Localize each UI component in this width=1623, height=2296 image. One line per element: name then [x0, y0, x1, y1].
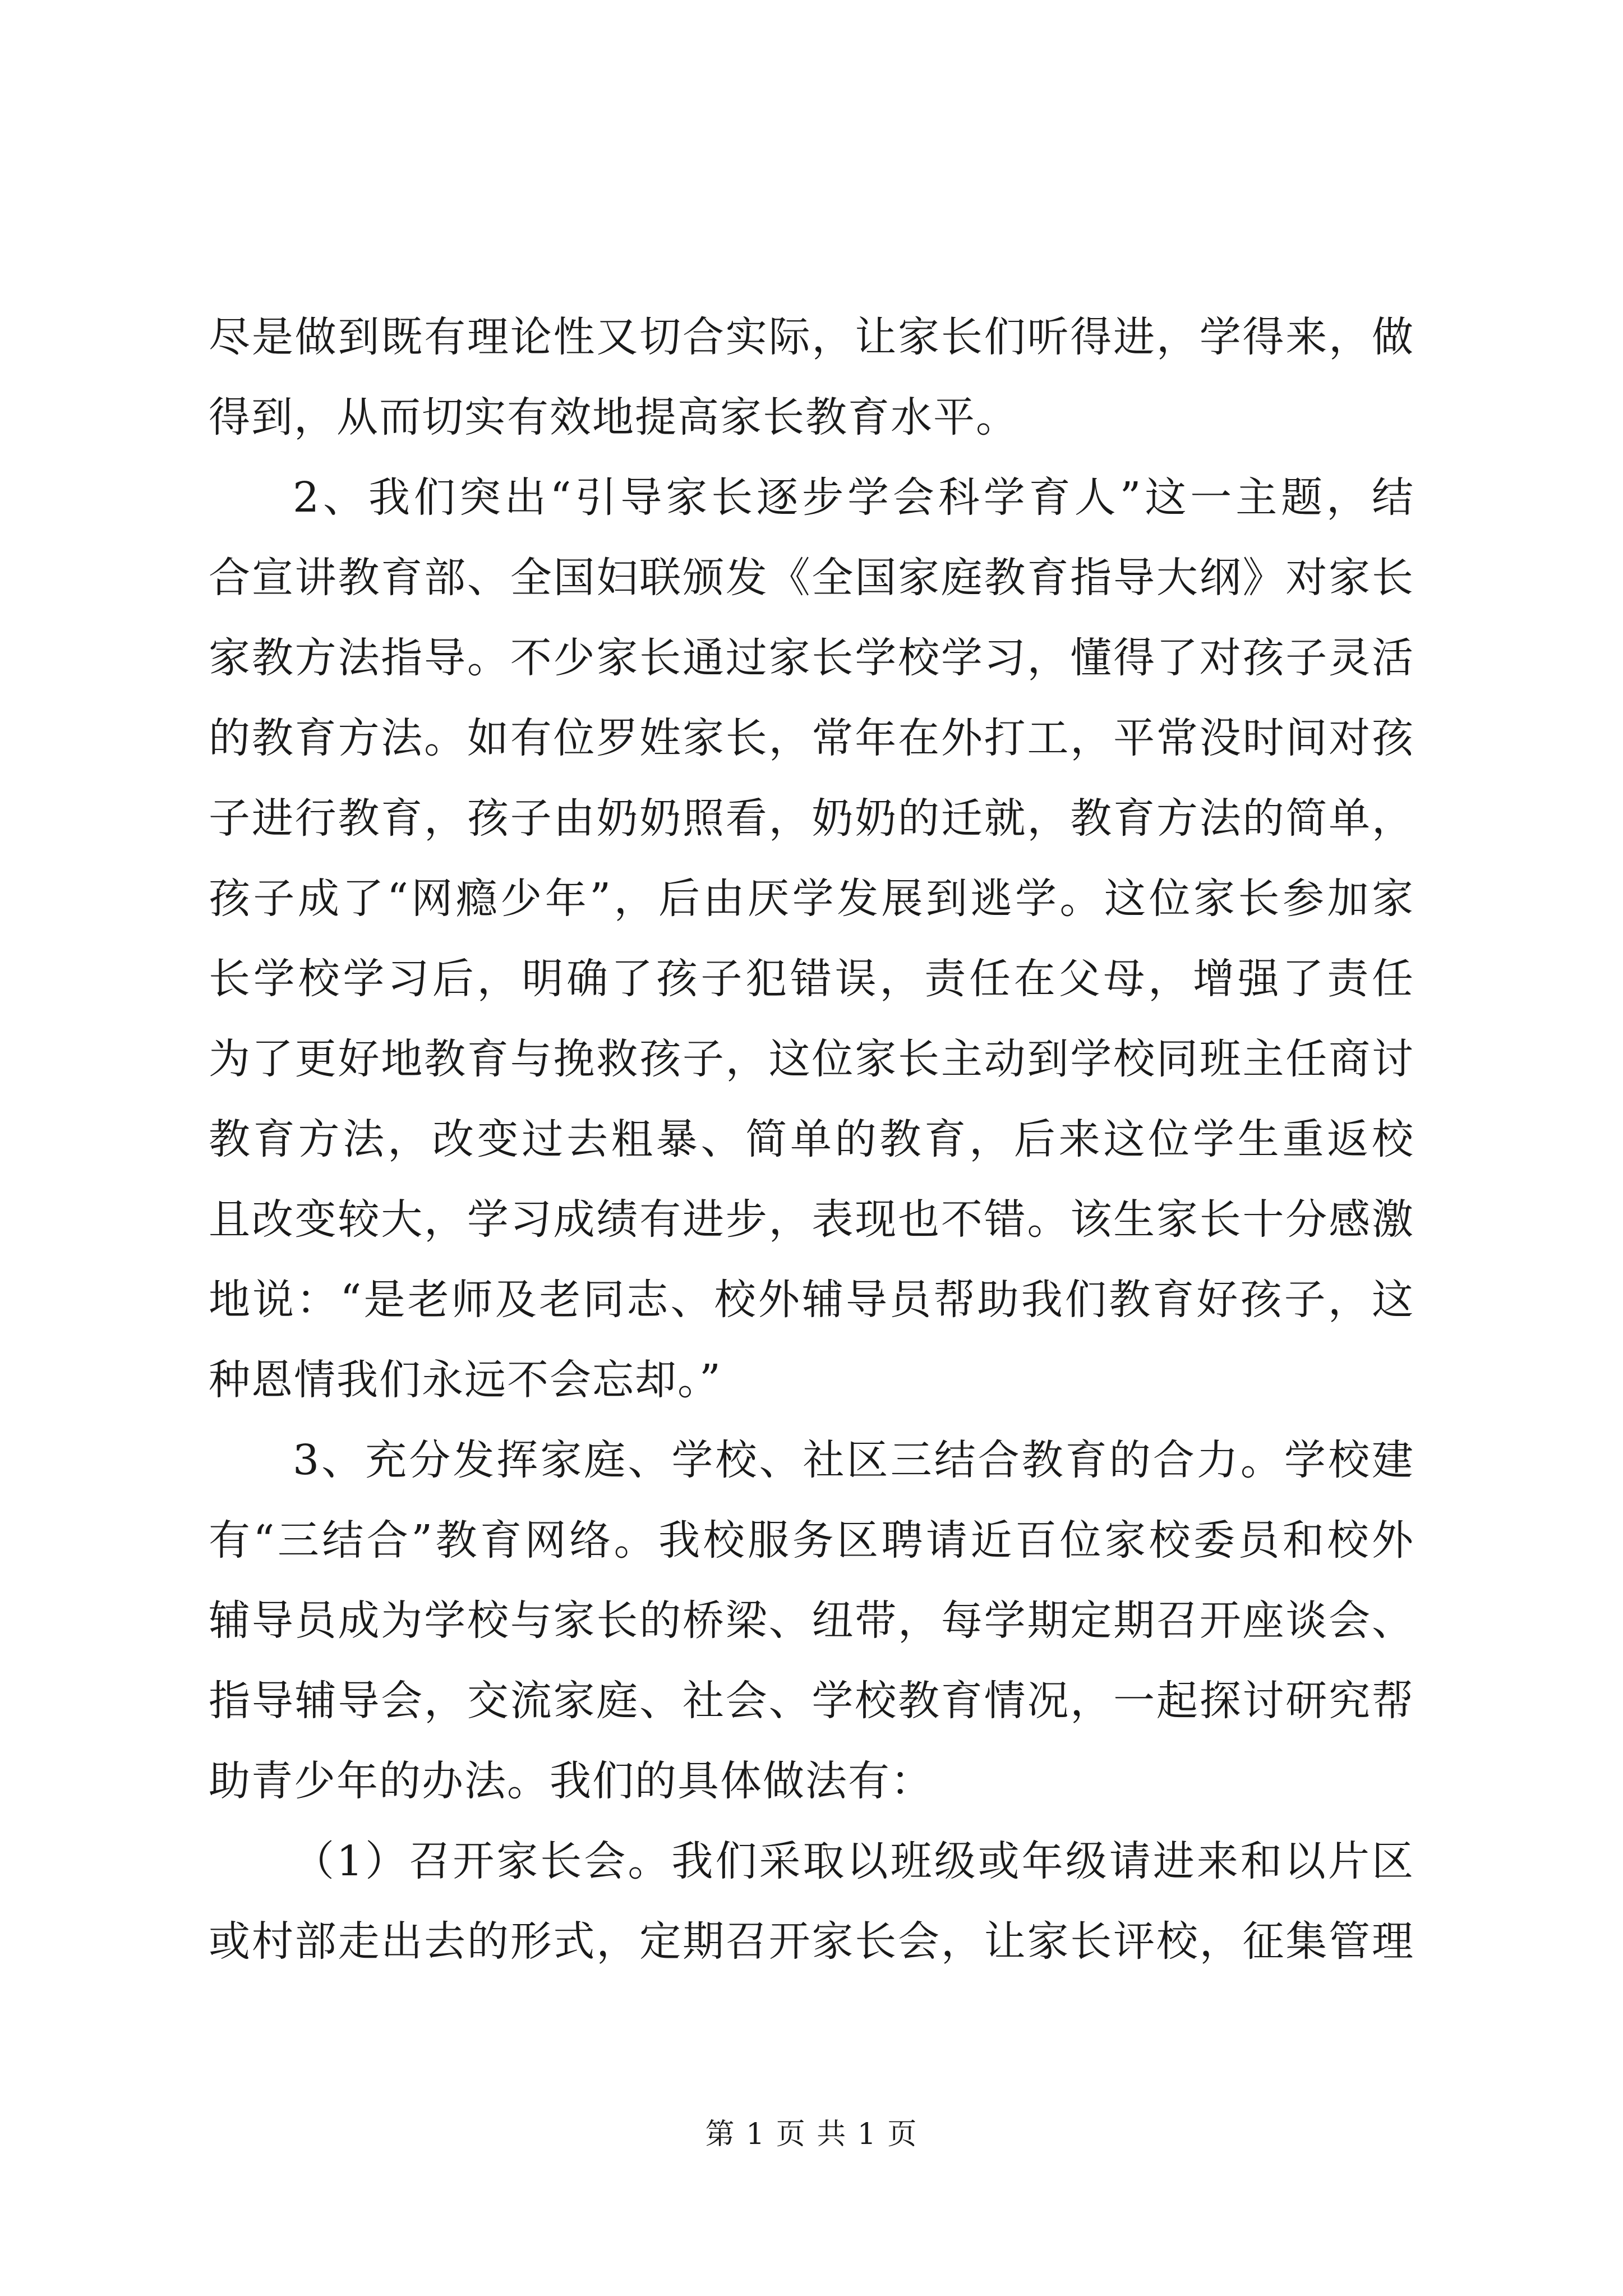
text-line: 为了更好地教育与挽救孩子，这位家长主动到学校同班主任商讨 — [209, 1035, 1414, 1083]
document-body — [209, 297, 1414, 1982]
text-line: 子进行教育，孩子由奶奶照看，奶奶的迁就，教育方法的简单， — [209, 794, 1414, 843]
text-line: 有“三结合”教育网络。我校服务区聘请近百位家校委员和校外 — [209, 1516, 1414, 1565]
text-line: 的教育方法。如有位罗姓家长，常年在外打工，平常没时间对孩 — [209, 714, 1414, 762]
text-line: 种恩情我们永远不会忘却。” — [209, 1356, 722, 1404]
text-line: 得到，从而切实有效地提高家长教育水平。 — [209, 393, 1018, 441]
text-line: 或村部走出去的形式，定期召开家长会，让家长评校，征集管理 — [209, 1917, 1414, 1966]
paragraph-sub-item-1 — [209, 1821, 1414, 1982]
text-line: 且改变较大，学习成绩有进步，表现也不错。该生家长十分感激 — [209, 1195, 1414, 1244]
text-line: 指导辅导会，交流家庭、社会、学校教育情况，一起探讨研究帮 — [209, 1677, 1414, 1725]
text-line: 辅导员成为学校与家长的桥梁、纽带，每学期定期召开座谈会、 — [209, 1596, 1414, 1645]
text-line: 助青少年的办法。我们的具体做法有： — [209, 1757, 933, 1805]
text-line: 2、我们突出“引导家长逐步学会科学育人”这一主题，结 — [293, 473, 1414, 522]
text-line: 孩子成了“网瘾少年”，后由厌学发展到逃学。这位家长参加家 — [209, 875, 1414, 923]
paragraph-item-2 — [209, 458, 1414, 1420]
text-line: 合宣讲教育部、全国妇联颁发《全国家庭教育指导大纲》对家长 — [209, 554, 1414, 602]
page-footer: 第 1 页 共 1 页 — [705, 2118, 918, 2151]
text-line: 3、充分发挥家庭、学校、社区三结合教育的合力。学校建 — [293, 1436, 1414, 1484]
text-line: 长学校学习后，明确了孩子犯错误，责任在父母，增强了责任 — [209, 955, 1414, 1003]
text-line: 家教方法指导。不少家长通过家长学校学习，懂得了对孩子灵活 — [209, 634, 1414, 682]
text-line: 地说：“是老师及老同志、校外辅导员帮助我们教育好孩子，这 — [209, 1276, 1414, 1324]
paragraph-continuation — [209, 297, 1414, 458]
text-line: （1）召开家长会。我们采取以班级或年级请进来和以片区 — [293, 1837, 1414, 1885]
paragraph-item-3 — [209, 1420, 1414, 1821]
text-line: 尽是做到既有理论性又切合实际，让家长们听得进，学得来，做 — [209, 313, 1414, 361]
text-line: 教育方法，改变过去粗暴、简单的教育，后来这位学生重返校 — [209, 1115, 1414, 1163]
